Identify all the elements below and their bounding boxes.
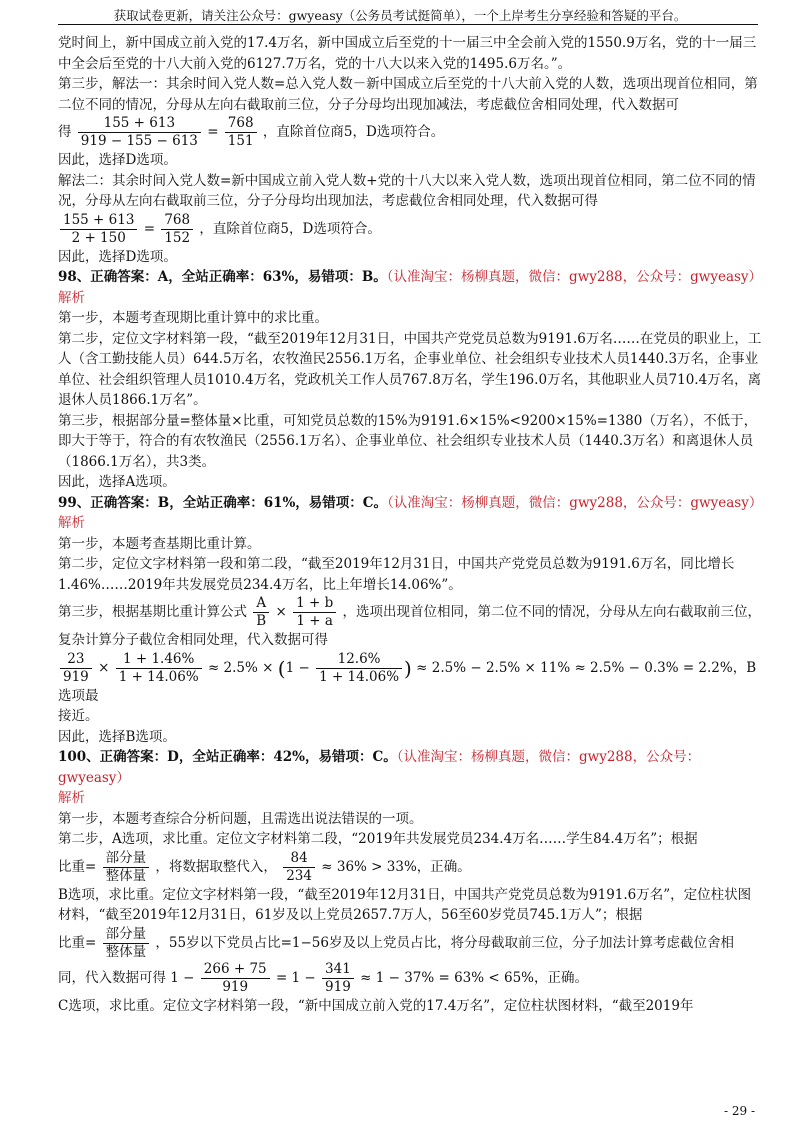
numerator: 768 — [161, 212, 193, 230]
answer-summary: 98、正确答案：A，全站正确率：63%，易错项：B。 — [58, 269, 387, 285]
denominator: 2 + 150 — [71, 229, 126, 246]
page-number: - 29 - — [723, 1104, 755, 1118]
times-sign: × — [275, 604, 287, 620]
denominator: 整体量 — [105, 867, 147, 884]
numerator: 部分量 — [103, 926, 150, 944]
answer-summary: 100、正确答案：D，全站正确率：42%，易错项：C。 — [58, 749, 397, 765]
text: ，正确。 — [534, 969, 589, 986]
promo-text: （认准淘宝：杨柳真题，微信：gwy288，公众号：gwyeasy） — [58, 749, 701, 786]
formula-line — [58, 850, 763, 885]
paren-open: ( — [277, 655, 286, 680]
header-divider — [58, 24, 758, 25]
document-body — [58, 33, 763, 1016]
paren-close: ) — [404, 655, 412, 680]
numerator: 155 + 613 — [60, 212, 137, 230]
text: ，直除首位商5，D选项符合。 — [199, 220, 381, 237]
fraction — [60, 212, 137, 247]
fraction — [201, 961, 270, 996]
numerator: A — [253, 595, 269, 613]
formula-line — [58, 115, 763, 150]
numerator: 84 — [283, 850, 315, 868]
text: ≈ 36% > 33% — [321, 858, 417, 875]
text: 1 − — [170, 969, 195, 986]
numerator: 1 + b — [293, 595, 336, 613]
numerator: 12.6% — [316, 651, 402, 669]
denominator: 1 + 14.06% — [319, 668, 400, 685]
denominator: 1 + 14.06% — [118, 668, 199, 685]
formula-line — [58, 961, 763, 996]
formula-line — [58, 212, 763, 247]
fraction — [293, 595, 336, 630]
text: ，直除首位商5，D选项符合。 — [262, 124, 445, 140]
analysis-label: 解析 — [58, 289, 85, 306]
analysis-label: 解析 — [58, 790, 85, 806]
equals-sign: = — [207, 124, 219, 140]
text: ≈ 2.5% × — [207, 659, 274, 676]
question-99-heading — [58, 493, 763, 514]
numerator: 266 + 75 — [201, 961, 270, 979]
text: ，正确。 — [416, 858, 471, 875]
paragraph: 第一步，本题考查现期比重计算中的求比重。 — [58, 310, 328, 326]
promo-text: （认准淘宝：杨柳真题，微信：gwy288，公众号：gwyeasy） — [387, 494, 763, 511]
fraction — [253, 595, 269, 630]
numerator: 部分量 — [103, 850, 150, 868]
numerator: 155 + 613 — [78, 115, 201, 133]
fraction — [78, 115, 201, 150]
text: ，将数据取整代入， — [155, 858, 277, 875]
question-98-heading — [58, 267, 763, 288]
paragraph: C选项，求比重。定位文字材料第一段，“新中国成立前入党的17.4万名”，定位柱状图材料，“截至2019年 — [58, 997, 694, 1014]
fraction — [103, 926, 150, 961]
text: ，55岁以下党员占比=1−56岁及以上党员占比，将分母截取前三位，分子加法计算考虑截位舍相 — [155, 934, 734, 951]
paragraph: 第二步，定位文字材料第一段和第二段，“截至2019年12月31日，中国共产党党员总数为9191.6万名，同比增长1.46%……2019年共发展党员234.4万名，比上年增长14.06%”。 — [58, 556, 735, 593]
denominator: 151 — [227, 133, 254, 149]
analysis-label: 解析 — [58, 515, 85, 531]
text: ，B选项最 — [58, 659, 757, 704]
paragraph: 因此，选择A选项。 — [58, 474, 176, 490]
paragraph: 第三步，根据部分量=整体量×比重，可知党员总数的15%为9191.6×15%<9200×15%=1380（万名），不低于，即大于等于，符合的有农牧渔民（2556.1万名）、企事业单位、社会组织专业技术人员（1440.3万名）和离退休人员（1866.1万名），共3类。 — [58, 412, 758, 470]
paragraph: 因此，选择D选项。 — [58, 248, 177, 265]
question-100-heading — [58, 747, 763, 788]
fraction — [322, 961, 354, 996]
equals-sign: = — [143, 220, 156, 237]
text: 比重= — [58, 858, 97, 875]
paragraph: 因此，选择B选项。 — [58, 728, 176, 745]
paragraph: 党时间上，新中国成立前入党的17.4万名，新中国成立后至党的十一届三中全会前入党的1550.9万名，党的十一届三中全会后至党的十八大前入党的6127.7万名，党的十八大以来入党的1495.6万名。”。 — [58, 35, 757, 72]
text: 第三步，根据基期比重计算公式 — [58, 604, 247, 620]
paragraph: 接近。 — [58, 708, 99, 724]
fraction — [316, 651, 402, 686]
paragraph: 第二步，定位文字材料第一段，“截至2019年12月31日，中国共产党党员总数为9191.6万名……在党员的职业上，工人（含工勤技能人员）644.5万名，农牧渔民2556.1万名，企事业单位、社会组织专业技术人员1440.3万名，企事业单位、社会组织管理人员1010.4万名，党政机关工作人员767.8万名，学生196.0万名，其他职业人员710.4万名，离退休人员1866.1万名”。 — [58, 330, 762, 408]
answer-summary: 99、正确答案：B，全站正确率：61%，易错项：C。 — [58, 494, 388, 511]
numerator: 23 — [60, 651, 92, 669]
denominator: 919 — [63, 668, 89, 685]
paragraph: 第一步，本题考查综合分析问题，且需选出说法错误的一项。 — [58, 810, 423, 827]
denominator: B — [256, 613, 267, 629]
numerator: 1 + 1.46% — [116, 651, 202, 669]
paragraph: 第三步，解法一：其余时间入党人数=总入党人数－新中国成立后至党的十八大前入党的人数，选项出现首位相同，第二位不同的情况，分母从左向右截取前三位，分子分母均出现加减法，考虑截位舍相同处理，代入数据可 — [58, 76, 758, 113]
fraction — [161, 212, 193, 247]
text: ≈ 1 − 37% = 63% < 65% — [360, 969, 535, 986]
fraction — [116, 651, 202, 686]
fraction — [283, 850, 315, 885]
formula-line — [58, 651, 763, 707]
text: ，选项出现首位相同，第二位不同的情况，分母从左向右截取前三位，复杂计算分子截位舍相同处理，代入数据可得 — [58, 604, 762, 648]
paragraph: B选项，求比重。定位文字材料第一段，“截至2019年12月31日，中国共产党党员总数为9191.6万名”，定位柱状图材料，“截至2019年12月31日，61岁及以上党员2657.7万人，56至60岁党员745.1万人”；根据 — [58, 886, 752, 923]
denominator: 234 — [286, 867, 312, 884]
denominator: 919 — [222, 978, 249, 995]
text: 1 − — [285, 659, 310, 676]
denominator: 1 + a — [296, 613, 333, 629]
denominator: 919 − 155 − 613 — [80, 133, 198, 149]
paragraph: 因此，选择D选项。 — [58, 152, 177, 168]
fraction — [225, 115, 257, 150]
times-sign: × — [98, 659, 110, 676]
text: ≈ 2.5% − 2.5% × 11% ≈ 2.5% − 0.3% = 2.2% — [416, 659, 733, 676]
page-header: 获取试卷更新，请关注公众号：gwyeasy（公务员考试挺简单），一个上岸考生分享经验和答疑的平台。 — [113, 8, 687, 23]
fraction — [60, 651, 92, 686]
paragraph: 第二步，A选项，求比重。定位文字材料第二段，“2019年共发展党员234.4万名……学生84.4万名”；根据 — [58, 831, 698, 847]
numerator: 768 — [225, 115, 257, 133]
denominator: 152 — [164, 229, 191, 246]
numerator: 341 — [322, 961, 354, 979]
formula-line — [58, 595, 763, 651]
fraction — [103, 850, 150, 885]
paragraph: 第一步，本题考查基期比重计算。 — [58, 535, 261, 552]
text: 得 — [58, 124, 72, 140]
promo-text: （认准淘宝：杨柳真题，微信：gwy288，公众号：gwyeasy） — [386, 269, 763, 285]
denominator: 整体量 — [105, 943, 147, 960]
formula-line — [58, 926, 763, 961]
text: = 1 − — [275, 969, 316, 986]
denominator: 919 — [325, 978, 351, 995]
paragraph: 解法二：其余时间入党人数=新中国成立前入党人数+党的十八大以来入党人数，选项出现首位相同，第二位不同的情况，分母从左向右截取前三位，分子分母均出现加法，考虑截位舍相同处理，代入数据可得 — [58, 172, 756, 209]
text: 同，代入数据可得 — [58, 969, 166, 986]
text: 比重= — [58, 934, 97, 951]
